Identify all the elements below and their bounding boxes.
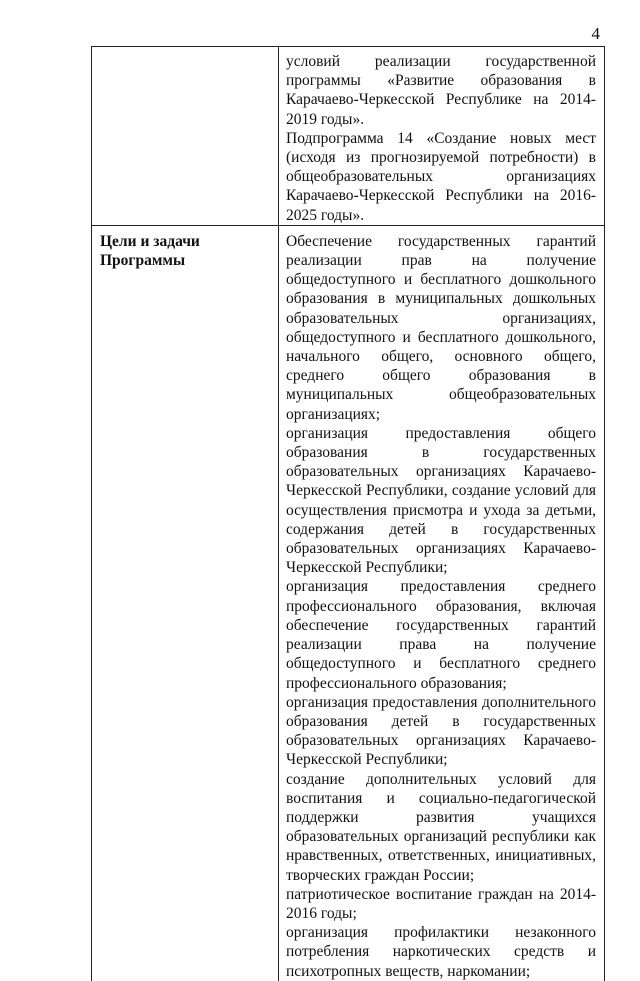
page-number: 4: [591, 24, 600, 43]
row-content-cell: [279, 225, 605, 980]
goal-paragraph: организация предоставления общего образования в государственных образовательных организациях Карачаево-Черкесской Республики, создание условий для осуществления присмотра и ухода за детьми, содержания детей в государственных образовательных организациях Карачаево-Черкесской Республики;: [286, 424, 596, 577]
goal-paragraph: организация предоставления среднего профессионального образования, включая обеспечение государственных гарантий реализации права на получение общедоступного и бесплатного среднего профессионального образования;: [286, 578, 596, 692]
goal-paragraph: Обеспечение государственных гарантий реализации прав на получение общедоступного и бесплатного дошкольного образования в муниципальных дошкольных образовательных организациях, общедоступного и бесплатного дошкольного, начального общего, основного общего, среднего общего образования в муниципальных общеобразовательных организациях;: [286, 232, 596, 423]
goal-paragraph: организация профилактики незаконного потребления наркотических средств и психотропных веществ, наркомании;: [286, 924, 596, 980]
row-label-cell-empty: [92, 47, 279, 226]
content-paragraph: Подпрограмма 14 «Создание новых мест (исходя из прогнозируемой потребности) в общеобразовательных организациях Карачаево-Черкесской Республики на 2016-2025 годы».: [286, 129, 596, 224]
row-content-cell: [279, 47, 605, 226]
row-label-cell: [92, 225, 279, 980]
row-label-goals: Цели и задачи Программы: [100, 232, 200, 269]
content-paragraph: условий реализации государственной программы «Развитие образования в Карачаево-Черкесской Республике на 2014-2019 годы».: [286, 53, 596, 128]
goal-paragraph: патриотическое воспитание граждан на 2014-2016 годы;: [286, 885, 596, 922]
goal-paragraph: организация предоставления дополнительного образования детей в государственных образовательных организациях Карачаево-Черкесской Республики;: [286, 693, 596, 769]
goal-paragraph: создание дополнительных условий для воспитания и социально-педагогической поддержки развития учащихся образовательных организаций республики как нравственных, ответственных, инициативных, творческих граждан России;: [286, 770, 596, 884]
table-row: [92, 47, 605, 226]
program-passport-table: [91, 46, 605, 981]
table-row: [92, 225, 605, 980]
